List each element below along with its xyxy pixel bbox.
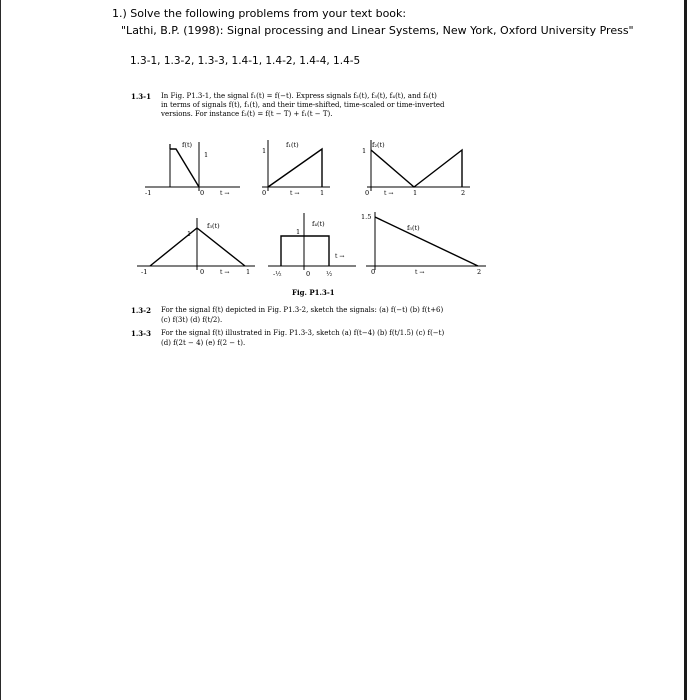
plot-f2 (362, 140, 470, 197)
plot-f5-label: f₅(t) (407, 224, 420, 232)
time-arrow-label: t → (384, 190, 394, 197)
time-arrow-label: t → (220, 190, 230, 197)
plot-f3-tick: -1 (141, 268, 148, 276)
plot-f-tick: -1 (145, 189, 152, 197)
plot-f3-tick: 1 (246, 268, 251, 276)
plot-f5 (361, 212, 486, 276)
plot-f1 (262, 140, 330, 197)
problem-number-3: 1.3-3 (131, 329, 151, 338)
plot-f2-label: f₂(t) (372, 141, 385, 149)
time-arrow-label: t → (335, 253, 345, 260)
plot-f3 (137, 218, 255, 276)
plot-f4-tick: ½ (326, 270, 333, 278)
problem-2-line-2: (c) f(3t) (d) f(t/2). (161, 316, 223, 324)
plot-f4-label: f₄(t) (312, 220, 325, 228)
plot-f2-tick: 1 (362, 147, 367, 155)
question-heading: 1.) Solve the following problems from your text book: (112, 7, 407, 20)
plot-f-label: f(t) (182, 141, 193, 149)
plot-f-tick: 0 (200, 189, 205, 197)
plot-f4-tick: 1 (296, 228, 301, 236)
plot-f1-tick: 1 (262, 147, 267, 155)
plot-f1-tick: 1 (320, 189, 325, 197)
plot-f5-tick: 2 (477, 268, 482, 276)
time-arrow-label: t → (290, 190, 300, 197)
plot-f1-tick: 0 (262, 189, 267, 197)
plot-f4-tick: -½ (273, 270, 282, 278)
plot-f4 (268, 213, 356, 278)
figure-caption: Fig. P1.3-1 (292, 288, 335, 297)
plot-f3-tick: 0 (200, 268, 205, 276)
problem-list: 1.3-1, 1.3-2, 1.3-3, 1.4-1, 1.4-2, 1.4-4, 1.4-5 (130, 55, 361, 67)
plot-f5-tick: 0 (371, 268, 376, 276)
problem-2-line-1: For the signal f(t) depicted in Fig. P1.3-2, sketch the signals: (a) f(−t) (b) f(t+6) (161, 306, 444, 314)
plot-f3-tick: 1 (187, 230, 192, 238)
figure-p1-3-1 (0, 125, 687, 425)
plot-f2-tick: 1 (413, 189, 418, 197)
time-arrow-label: t → (415, 269, 425, 276)
problem-1-line-3: versions. For instance f₂(t) = f(t − T) + f₁(t − T). (161, 110, 333, 118)
plot-f1-label: f₁(t) (286, 141, 299, 149)
problem-1-line-1: In Fig. P1.3-1, the signal f₁(t) = f(−t). Express signals f₂(t), f₃(t), f₄(t), and f₅(t) (161, 92, 437, 100)
problem-number-1: 1.3-1 (131, 92, 151, 101)
plot-f5-tick: 1.5 (361, 213, 372, 221)
textbook-reference: "Lathi, B.P. (1998): Signal processing and Linear Systems, New York, Oxford University Press" (121, 24, 634, 37)
plot-f3-label: f₃(t) (207, 222, 220, 230)
time-arrow-label: t → (220, 269, 230, 276)
plot-f4-tick: 0 (306, 270, 311, 278)
plot-f-tick: 1 (204, 151, 209, 159)
problem-number-2: 1.3-2 (131, 306, 151, 315)
plot-f2-tick: 0 (365, 189, 370, 197)
problem-3-line-2: (d) f(2t − 4) (e) f(2 − t). (161, 339, 246, 347)
problem-3-line-1: For the signal f(t) illustrated in Fig. P1.3-3, sketch (a) f(t−4) (b) f(t/1.5) (c) f(−t) (161, 329, 445, 337)
plot-f2-tick: 2 (461, 189, 466, 197)
plot-f (145, 141, 240, 197)
problem-1-line-2: in terms of signals f(t), f₁(t), and their time-shifted, time-scaled or time-inverted (161, 101, 445, 109)
